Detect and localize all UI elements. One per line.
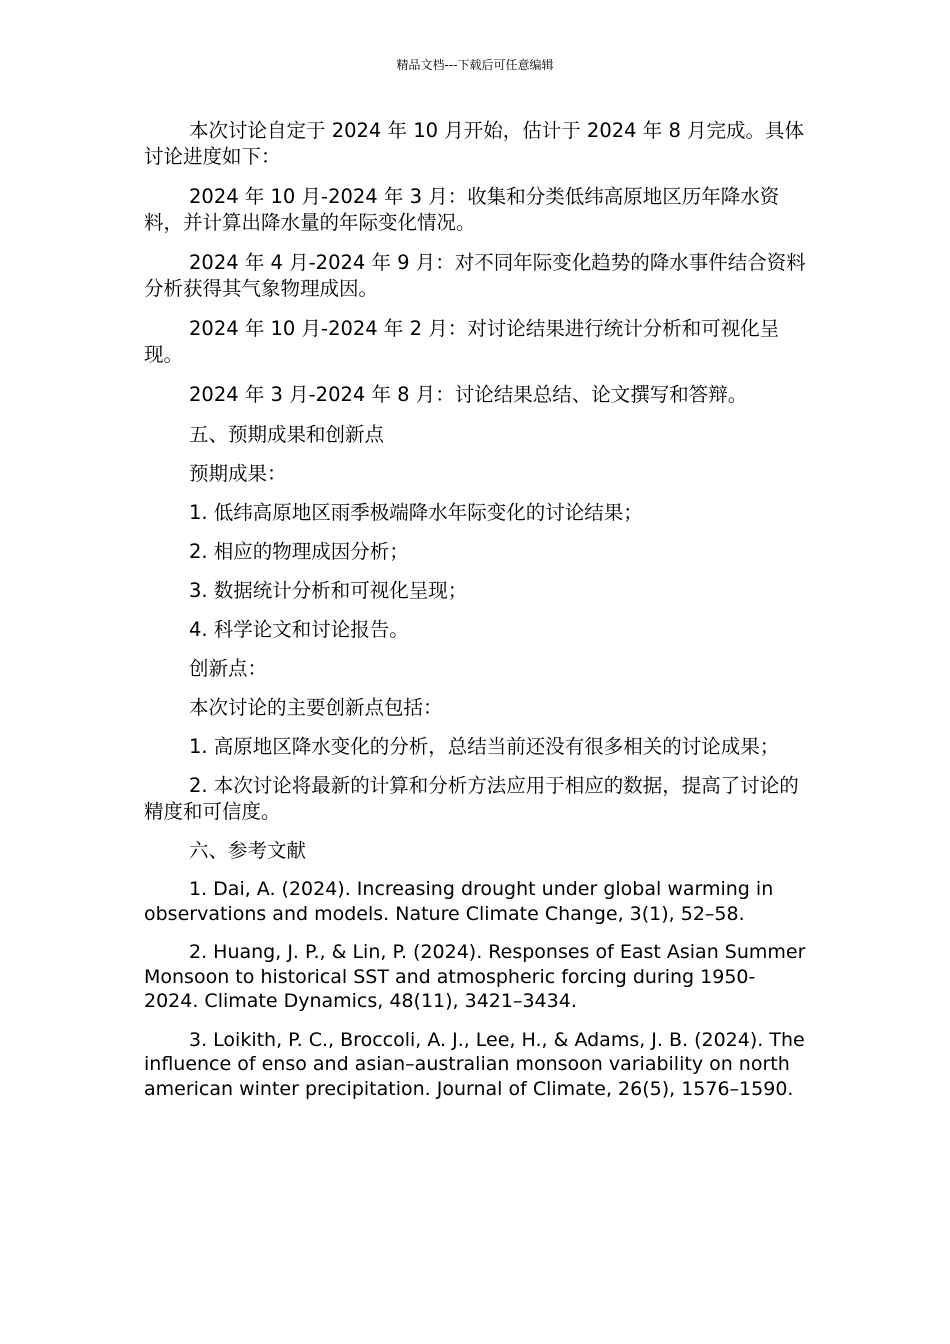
schedule-intro: 本次讨论自定于 2024 年 10 月开始，估计于 2024 年 8 月完成。具体讨论进度如下： [144, 119, 805, 168]
expected-item: 4. 科学论文和讨论报告。 [189, 618, 409, 641]
schedule-item: 2024 年 10 月-2024 年 3 月：收集和分类低纬高原地区历年降水资料，并计算出降水量的年际变化情况。 [144, 185, 780, 234]
innovation-label: 创新点： [189, 657, 268, 680]
expected-item: 1. 低纬高原地区雨季极端降水年际变化的讨论结果； [189, 501, 643, 524]
section-heading-6: 六、参考文献 [189, 839, 307, 862]
expected-item: 2. 相应的物理成因分析； [189, 540, 409, 563]
innovation-item: 1. 高原地区降水变化的分析，总结当前还没有很多相关的讨论成果； [189, 735, 780, 758]
page-header: 精品文档---下载后可任意编辑 [396, 58, 554, 72]
innovation-intro: 本次讨论的主要创新点包括： [189, 696, 443, 719]
expected-results-label: 预期成果： [189, 462, 287, 485]
schedule-item: 2024 年 10 月-2024 年 2 月：对讨论结果进行统计分析和可视化呈现。 [144, 317, 780, 366]
innovation-item: 2. 本次讨论将最新的计算和分析方法应用于相应的数据，提高了讨论的精度和可信度。 [144, 774, 799, 823]
reference-item: 3. Loikith, P. C., Broccoli, A. J., Lee, H., & Adams, J. B. (2024). The influence of enso and asian–australian monsoon variability on north american winter precipitation. Journal of Climate, 26(5), 1576–1590. [144, 1028, 805, 1100]
schedule-item: 2024 年 4 月-2024 年 9 月：对不同年际变化趋势的降水事件结合资料分析获得其气象物理成因。 [144, 251, 806, 300]
schedule-item: 2024 年 3 月-2024 年 8 月：讨论结果总结、论文撰写和答辩。 [189, 383, 748, 406]
expected-item: 3. 数据统计分析和可视化呈现； [189, 579, 468, 602]
reference-item: 1. Dai, A. (2024). Increasing drought under global warming in observations and models. Nature Climate Change, 3(1), 52–58. [144, 878, 774, 925]
reference-item: 2. Huang, J. P., & Lin, P. (2024). Responses of East Asian Summer Monsoon to historical SST and atmospheric forcing during 1950-2024. Climate Dynamics, 48(11), 3421–3434. [144, 941, 806, 1012]
document-body [144, 118, 808, 1115]
section-heading-5: 五、预期成果和创新点 [189, 423, 385, 446]
